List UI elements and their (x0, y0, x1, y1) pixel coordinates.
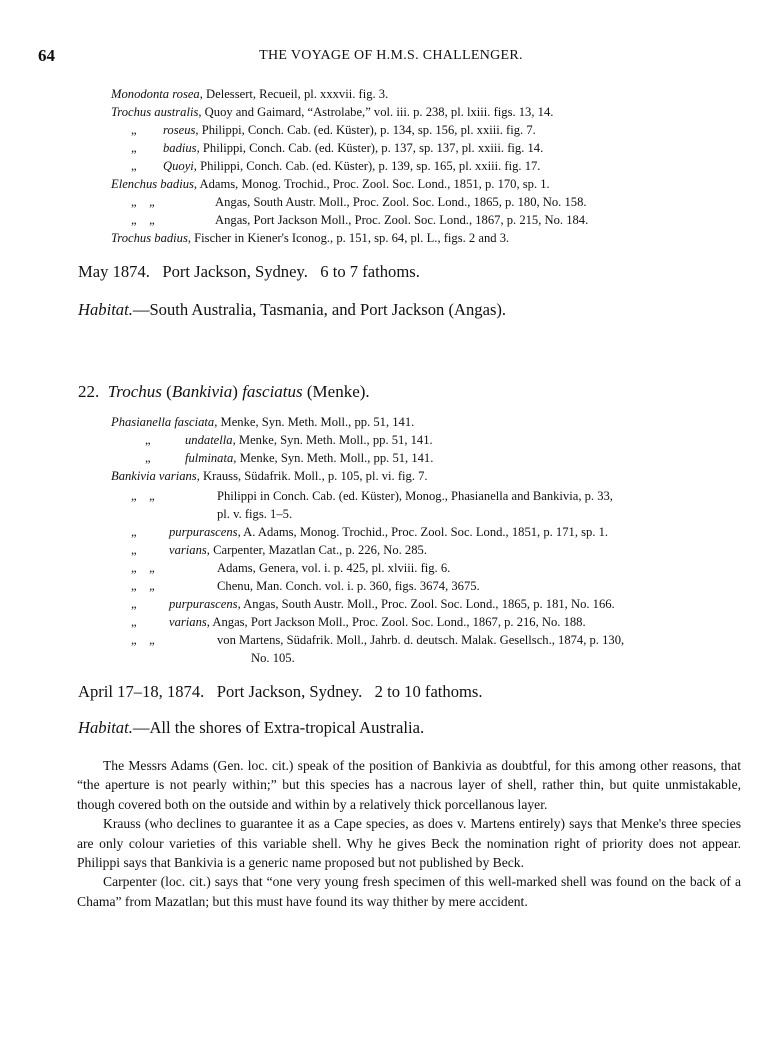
station-record-2: April 17–18, 1874. Port Jackson, Sydney. 2 to 10 fathoms. (78, 682, 483, 701)
synonymy-line: „ purpurascens, Angas, South Austr. Moll., Proc. Zool. Soc. Lond., 1865, p. 181, No. 166. (131, 597, 615, 611)
page-header (38, 46, 744, 68)
synonymy-line: „ roseus, Philippi, Conch. Cab. (ed. Küster), p. 134, sp. 156, pl. xxiii. fig. 7. (131, 123, 536, 137)
synonymy-line: „ „ Angas, Port Jackson Moll., Proc. Zool. Soc. Lond., 1867, p. 215, No. 184. (131, 213, 589, 227)
paragraph: The Messrs Adams (Gen. loc. cit.) speak of the position of Bankivia as doubtful, for this among other reasons, that “the aperture is not pearly within;” but this species has a nacrous layer of shell, rather thin, but quite unmistakable, though covered both on the outside and within by a relatively thick porcellanous layer. (77, 758, 741, 812)
paragraph: Carpenter (loc. cit.) says that “one very young fresh specimen of this well-marked shell was found on the back of a Chama” from Mazatlan; but this must have found its way thither by mere accident. (77, 874, 741, 909)
synonymy-line: „ „ von Martens, Südafrik. Moll., Jahrb. d. deutsch. Malak. Gesellsch., 1874, p. 130, (131, 633, 625, 647)
body-text (77, 756, 741, 911)
synonymy-line: „ purpurascens, A. Adams, Monog. Trochid., Proc. Zool. Soc. Lond., 1851, p. 171, sp. 1. (131, 525, 609, 539)
synonymy-line: „ badius, Philippi, Conch. Cab. (ed. Küster), p. 137, sp. 137, pl. xxiii. fig. 14. (131, 141, 544, 155)
species-heading: 22. Trochus (Bankivia) fasciatus (Menke). (78, 382, 370, 401)
synonymy-line: pl. v. figs. 1–5. (217, 507, 293, 521)
running-title: THE VOYAGE OF H.M.S. CHALLENGER. (259, 48, 523, 63)
synonymy-line: „ Quoyi, Philippi, Conch. Cab. (ed. Küster), p. 139, sp. 165, pl. xxiii. fig. 17. (131, 159, 541, 173)
synonymy-line: Trochus badius, Fischer in Kiener's Iconog., p. 151, sp. 64, pl. L., figs. 2 and 3. (111, 231, 510, 245)
habitat-2: Habitat.—All the shores of Extra-tropical Australia. (78, 718, 425, 737)
synonymy-line: „ fulminata, Menke, Syn. Meth. Moll., pp. 51, 141. (145, 451, 434, 465)
synonymy-line: Phasianella fasciata, Menke, Syn. Meth. Moll., pp. 51, 141. (111, 415, 415, 429)
synonymy-line: „ „ Angas, South Austr. Moll., Proc. Zool. Soc. Lond., 1865, p. 180, No. 158. (131, 195, 587, 209)
paragraph: Krauss (who declines to guarantee it as a Cape species, as does v. Martens entirely) says that Menke's three species are only colour varieties of this variable shell. Why he gives Beck the nomination right of priority does not appear. Philippi says that Bankivia is a generic name proposed but not published by Beck. (77, 816, 741, 871)
synonymy-line: Bankivia varians, Krauss, Südafrik. Moll., p. 105, pl. vi. fig. 7. (111, 469, 428, 483)
synonymy-line: „ „ Adams, Genera, vol. i. p. 425, pl. xlviii. fig. 6. (131, 561, 451, 575)
synonymy-line: „ „ Philippi in Conch. Cab. (ed. Küster), Monog., Phasianella and Bankivia, p. 33, (131, 489, 613, 503)
synonymy-line: „ „ Chenu, Man. Conch. vol. i. p. 360, figs. 3674, 3675. (131, 579, 480, 593)
station-record-1: May 1874. Port Jackson, Sydney. 6 to 7 fathoms. (78, 262, 420, 281)
synonymy-line: Elenchus badius, Adams, Monog. Trochid., Proc. Zool. Soc. Lond., 1851, p. 170, sp. 1. (111, 177, 550, 191)
synonymy-line: „ undatella, Menke, Syn. Meth. Moll., pp. 51, 141. (145, 433, 433, 447)
synonymy-line: Trochus australis, Quoy and Gaimard, “Astrolabe,” vol. iii. p. 238, pl. lxiii. figs. 13, 14. (111, 105, 554, 119)
synonymy-line: „ varians, Angas, Port Jackson Moll., Proc. Zool. Soc. Lond., 1867, p. 216, No. 188. (131, 615, 586, 629)
page-number: 64 (38, 46, 55, 65)
synonymy-line: No. 105. (251, 651, 295, 665)
synonymy-line: Monodonta rosea, Delessert, Recueil, pl. xxxvii. fig. 3. (111, 87, 389, 101)
synonymy-line: „ varians, Carpenter, Mazatlan Cat., p. 226, No. 285. (131, 543, 427, 557)
habitat-1: Habitat.—South Australia, Tasmania, and Port Jackson (Angas). (78, 300, 507, 319)
